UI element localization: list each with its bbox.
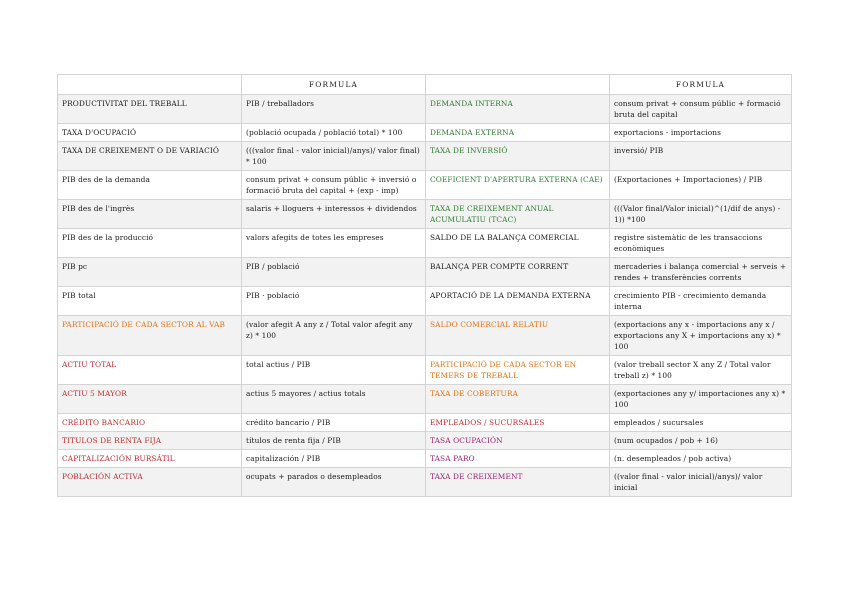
term-cell-left: PIB pc <box>58 258 242 287</box>
term-cell-right: TASA OCUPACIÓN <box>426 432 610 450</box>
table-row <box>58 124 792 142</box>
table-row <box>58 287 792 316</box>
formula-cell-right: (Exportaciones + Importaciones) / PIB <box>610 171 792 200</box>
formula-cell-right: (exportaciones any y/ importaciones any x) * 100 <box>610 385 792 414</box>
formula-cell-right: inversió/ PIB <box>610 142 792 171</box>
formula-cell-left: títulos de renta fija / PIB <box>242 432 426 450</box>
term-cell-left: TITULOS DE RENTA FIJA <box>58 432 242 450</box>
term-cell-left: ACTIU 5 MAYOR <box>58 385 242 414</box>
formula-cell-right: mercaderies i balança comercial + serveis + rendes + transferències corrents <box>610 258 792 287</box>
table-row <box>58 450 792 468</box>
formula-cell-left: PIB · població <box>242 287 426 316</box>
formula-cell-right: (valor treball sector X any Z / Total valor treball z) * 100 <box>610 356 792 385</box>
term-cell-right: DEMANDA EXTERNA <box>426 124 610 142</box>
formula-table <box>57 74 792 497</box>
table-row <box>58 356 792 385</box>
header-cell-term-1 <box>58 75 242 95</box>
term-cell-right: PARTICIPACIÓ DE CADA SECTOR EN TEMERS DE TREBALL <box>426 356 610 385</box>
term-cell-right: COEFICIENT D'APERTURA EXTERNA (CAE) <box>426 171 610 200</box>
formula-cell-right: empleados / sucursales <box>610 414 792 432</box>
header-cell-term-2 <box>426 75 610 95</box>
table-row <box>58 200 792 229</box>
formula-cell-left: salaris + lloguers + interessos + dividendos <box>242 200 426 229</box>
term-cell-right: TAXA DE CREIXEMENT ANUAL ACUMULATIU (TCAC) <box>426 200 610 229</box>
term-cell-left: PRODUCTIVITAT DEL TREBALL <box>58 95 242 124</box>
term-cell-right: TASA PARO <box>426 450 610 468</box>
header-cell-formula-2: FORMULA <box>610 75 792 95</box>
term-cell-left: PARTICIPACIÓ DE CADA SECTOR AL VAB <box>58 316 242 356</box>
formula-cell-left: consum privat + consum públic + inversió o formació bruta del capital + (exp - imp) <box>242 171 426 200</box>
table-row <box>58 171 792 200</box>
formula-cell-right: consum privat + consum públic + formació bruta del capital <box>610 95 792 124</box>
formula-cell-right: registre sistemàtic de les transaccions econòmiques <box>610 229 792 258</box>
term-cell-right: EMPLEADOS / SUCURSALES <box>426 414 610 432</box>
table-row <box>58 414 792 432</box>
formula-cell-left: total actius / PIB <box>242 356 426 385</box>
formula-cell-left: (((valor final - valor inicial)/anys)/ valor final) * 100 <box>242 142 426 171</box>
table-row <box>58 385 792 414</box>
table-row <box>58 432 792 450</box>
term-cell-right: APORTACIÓ DE LA DEMANDA EXTERNA <box>426 287 610 316</box>
formula-cell-right: (((Valor final/Valor inicial)^(1/dif de anys) - 1)) *100 <box>610 200 792 229</box>
formula-cell-right: (n. desempleados / pob activa) <box>610 450 792 468</box>
term-cell-left: PIB des de la producció <box>58 229 242 258</box>
formula-cell-left: actius 5 mayores / actius totals <box>242 385 426 414</box>
table-header-row <box>58 75 792 95</box>
table-body <box>58 75 792 497</box>
term-cell-left: PIB des de l'ingrès <box>58 200 242 229</box>
term-cell-right: DEMANDA INTERNA <box>426 95 610 124</box>
table-row <box>58 95 792 124</box>
formula-cell-left: crédito bancario / PIB <box>242 414 426 432</box>
term-cell-right: TAXA DE COBERTURA <box>426 385 610 414</box>
term-cell-left: TAXA D'OCUPACIÓ <box>58 124 242 142</box>
term-cell-left: POBLACIÓN ACTIVA <box>58 468 242 497</box>
formula-cell-right: crecimiento PIB - crecimiento demanda interna <box>610 287 792 316</box>
table-row <box>58 229 792 258</box>
formula-cell-right: exportacions - importacions <box>610 124 792 142</box>
formula-cell-left: (valor afegit A any z / Total valor afegit any z) * 100 <box>242 316 426 356</box>
formula-cell-left: valors afegits de totes les empreses <box>242 229 426 258</box>
formula-cell-left: capitalización / PIB <box>242 450 426 468</box>
term-cell-left: TAXA DE CREIXEMENT O DE VARIACIÓ <box>58 142 242 171</box>
term-cell-right: TAXA DE CREIXEMENT <box>426 468 610 497</box>
term-cell-left: ACTIU TOTAL <box>58 356 242 385</box>
term-cell-right: BALANÇA PER COMPTE CORRENT <box>426 258 610 287</box>
formula-cell-right: ((valor final - valor inicial)/anys)/ valor inicial <box>610 468 792 497</box>
term-cell-right: TAXA DE INVERSIÓ <box>426 142 610 171</box>
formula-cell-right: (exportacions any x - importacions any x / exportacions any X + importacions any x) * 100 <box>610 316 792 356</box>
table-row <box>58 468 792 497</box>
term-cell-left: PIB total <box>58 287 242 316</box>
formula-cell-left: PIB / població <box>242 258 426 287</box>
table-row <box>58 142 792 171</box>
term-cell-left: CRÉDITO BANCARIO <box>58 414 242 432</box>
term-cell-right: SALDO DE LA BALANÇA COMERCIAL <box>426 229 610 258</box>
formula-cell-right: (num ocupados / pob + 16) <box>610 432 792 450</box>
formula-cell-left: ocupats + parados o desempleados <box>242 468 426 497</box>
table-row <box>58 258 792 287</box>
header-cell-formula-1: FORMULA <box>242 75 426 95</box>
formula-cell-left: PIB / treballadors <box>242 95 426 124</box>
table-row <box>58 316 792 356</box>
term-cell-right: SALDO COMERCIAL RELATIU <box>426 316 610 356</box>
term-cell-left: CAPITALIZACIÓN BURSÁTIL <box>58 450 242 468</box>
formula-cell-left: (població ocupada / població total) * 100 <box>242 124 426 142</box>
term-cell-left: PIB des de la demanda <box>58 171 242 200</box>
